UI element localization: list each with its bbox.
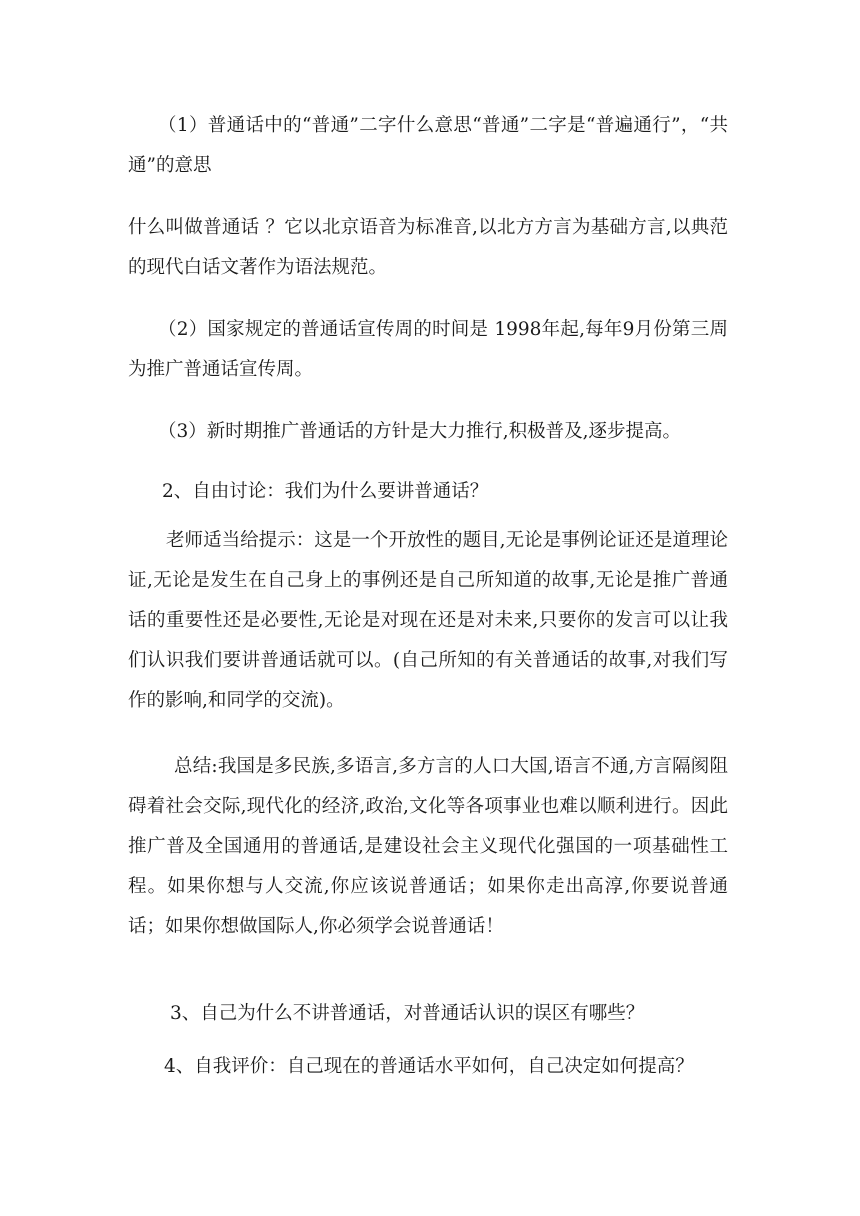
paragraph-promotion-week: （2）国家规定的普通话宣传周的时间是 1998年起,每年9月份第三周为推广普通话宣传周。 — [128, 319, 728, 380]
paragraph-promotion-policy: （3）新时期推广普通话的方针是大力推行,积极普及,逐步提高。 — [158, 421, 682, 442]
paragraph-teacher-hint: 老师适当给提示：这是一个开放性的题目,无论是事例论证还是道理论证,无论是发生在自己身上的事例还是自己所知道的故事,无论是推广普通话的重要性还是必要性,无论是对现在还是对未来,只要你的发言可以让我们认识我们要讲普通话就可以。(自己所知的有关普通话的故事,对我们写作的影响,和同学的交流)。 — [128, 530, 728, 711]
paragraph-free-discussion: 2、自由讨论：我们为什么要讲普通话？ — [162, 481, 489, 502]
paragraph-reasons-question: 3、自己为什么不讲普通话，对普通话认识的误区有哪些？ — [170, 1003, 645, 1024]
paragraph-self-evaluation: 4、自我评价：自己现在的普通话水平如何，自己决定如何提高？ — [164, 1056, 694, 1077]
paragraph-summary: 总结:我国是多民族,多语言,多方言的人口大国,语言不通,方言隔阂阻碍着社会交际,现代化的经济,政治,文化等各项事业也难以顺利进行。因此推广普及全国通用的普通话,是建设社会主义现代化强国的一项基础性工程。如果你想与人交流,你应该说普通话；如果你走出高淳,你要说普通话；如果你想做国际人,你必须学会说普通话！ — [128, 756, 728, 937]
paragraph-putong-meaning: （1）普通话中的“普通”二字什么意思“普通”二字是“普遍通行”，“共通”的意思 — [128, 115, 728, 176]
paragraph-putonghua-definition: 什么叫做普通话 ？它以北京语音为标准音,以北方方言为基础方言,以典范的现代白话文著作为语法规范。 — [128, 217, 728, 278]
